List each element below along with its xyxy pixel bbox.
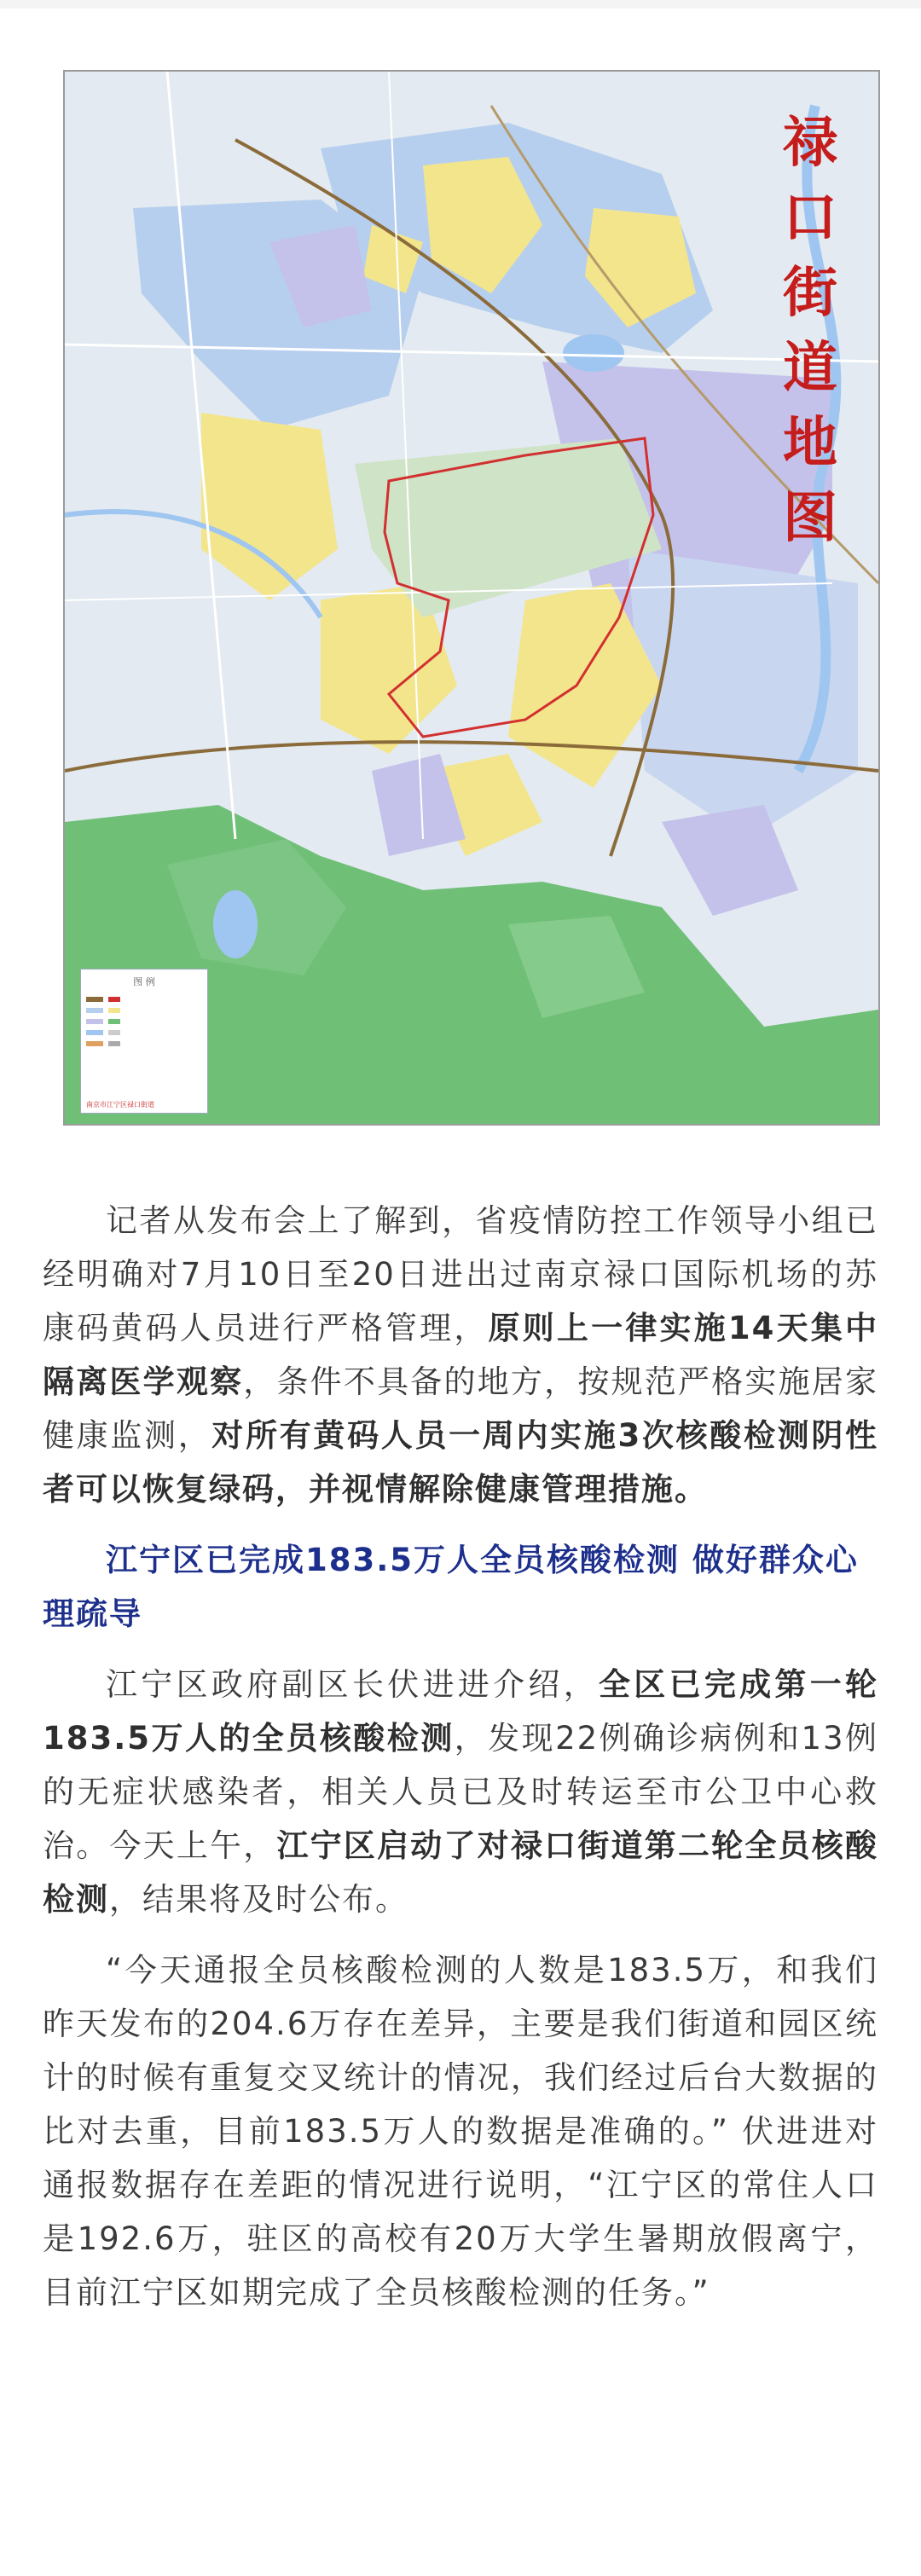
legend-footer: 南京市江宁区禄口街道: [86, 1101, 154, 1109]
section-heading: 江宁区已完成183.5万人全员核酸检测 做好群众心理疏导: [43, 1542, 859, 1632]
legend-row: [86, 1038, 202, 1049]
legend-title: 图 例: [133, 976, 155, 987]
top-divider: [0, 0, 921, 9]
map-image: [63, 70, 880, 1126]
map-legend: [80, 969, 208, 1114]
text-span: ，发现22例确诊病例和13例的无症状感染者，相关人员已及时转运至市公卫中心救治。今天上午，: [43, 1720, 878, 1864]
text-span: ，条件不具备的地方，按规范严格实施居家健康监测，: [43, 1363, 878, 1454]
legend-row: [86, 1027, 202, 1038]
map-title: 禄 口 街 道 地 图: [783, 111, 837, 550]
legend-row: [86, 1004, 202, 1016]
map-graphic: [65, 72, 878, 1124]
bold-span: 对所有黄码人员一周内实施3次核酸检测阴性者可以恢复绿码，并视情解除健康管理措施。: [43, 1417, 878, 1508]
bold-span: 原则上一律实施14天集中隔离医学观察: [43, 1310, 878, 1400]
legend-row: [86, 1016, 202, 1027]
paragraph-1: [43, 1194, 878, 1516]
article-body: [43, 1194, 878, 2336]
text-span: ，结果将及时公布。: [109, 1881, 408, 1918]
bold-span: 全区已完成第一轮183.5万人的全员核酸检测: [43, 1666, 878, 1757]
paragraph-2: [43, 1658, 878, 1926]
paragraph-3: “今天通报全员核酸检测的人数是183.5万，和我们昨天发布的204.6万存在差异，主要是我们街道和园区统计的时候有重复交叉统计的情况，我们经过后台大数据的比对去重，目前183.5万人的数据是准确的。” 伏进进对通报数据存在差距的情况进行说明，“江宁区的常住人口是192.6万，驻区的高校有20万大学生暑期放假离宁，目前江宁区如期完成了全员核酸检测的任务。”: [43, 1952, 878, 2311]
text-span: 记者从发布会上了解到，省疫情防控工作领导小组已经明确对7月10日至20日进出过南京禄口国际机场的苏康码黄码人员进行严格管理，: [43, 1202, 878, 1346]
bold-span: 江宁区启动了对禄口街道第二轮全员核酸检测: [43, 1827, 879, 1918]
legend-row: [86, 993, 202, 1004]
text-span: 江宁区政府副区长伏进进介绍，: [106, 1666, 599, 1703]
